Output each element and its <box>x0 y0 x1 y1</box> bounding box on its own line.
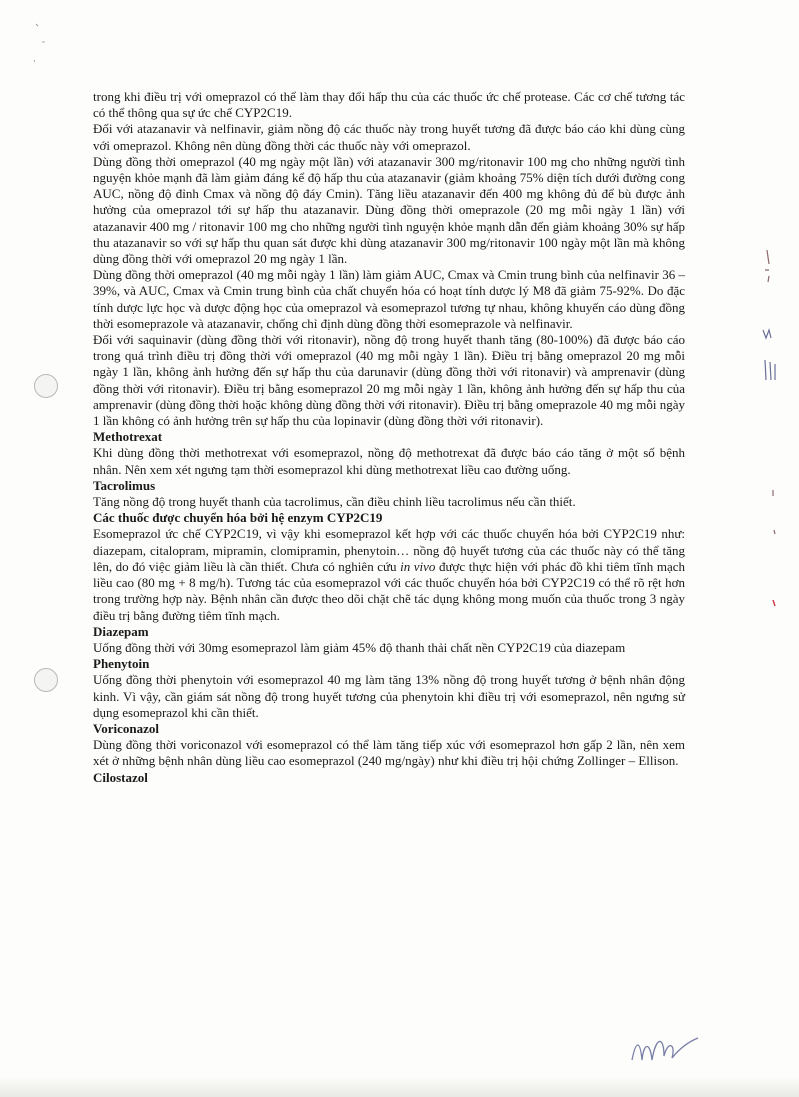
paragraph: Esomeprazol ức chế CYP2C19, vì vậy khi esomeprazol kết hợp với các thuốc chuyển hóa bởi CYP2C19 như: diazepam, citalopram, mipramin, clomipramin, phenytoin… nồng độ huyết tương của các thuốc này có thể tăng lên, do đó việc giảm liều là cần thiết. Chưa có nghiên cứu in vivo được thực hiện với phác đồ khi tiêm tĩnh mạch liều cao (80 mg + 8 mg/h). Tương tác của esomeprazol với các thuốc chuyển hóa bởi CYP2C19 có thể rõ rệt hơn trong trường hợp này. Bệnh nhân cần được theo dõi chặt chẽ tác dụng không mong muốn của thuốc trong 3 ngày điều trị bằng đường tiêm tĩnh mạch. <box>93 526 685 623</box>
punch-hole-lower <box>34 668 58 692</box>
section-heading: Diazepam <box>93 623 149 639</box>
punch-hole-upper <box>34 374 58 398</box>
paragraph: Đối với atazanavir và nelfinavir, giảm nồng độ các thuốc này trong huyết tương đã được báo cáo khi dùng cùng với omeprazol. Không nên dùng đồng thời các thuốc này với omeprazol. <box>93 121 685 153</box>
section-heading: Các thuốc được chuyển hóa bởi hệ enzym CYP2C19 <box>93 510 383 526</box>
section-heading: Methotrexat <box>93 429 163 445</box>
paragraph: trong khi điều trị với omeprazol có thể làm thay đổi hấp thu của các thuốc ức chế protease. Các cơ chế tương tác có thể thông qua sự ức chế CYP2C19. <box>93 89 685 121</box>
paragraph: Khi dùng đồng thời methotrexat với esomeprazol, nồng độ methotrexat đã được báo cáo tăng ở một số bệnh nhân. Nên xem xét ngưng tạm thời esomeprazol khi dùng methotrexat liều cao đường uống. <box>93 445 685 477</box>
section-heading: Voriconazol <box>93 720 159 736</box>
paragraph: Uống đồng thời với 30mg esomeprazol làm giảm 45% độ thanh thải chất nền CYP2C19 của diazepam <box>93 639 626 655</box>
paragraph: Dùng đồng thời omeprazol (40 mg mỗi ngày 1 lần) làm giảm AUC, Cmax và Cmin trung bình của nelfinavir 36 – 39%, và AUC, Cmax và Cmin trung bình của chất chuyển hóa có hoạt tính dược lý M8 đã giảm 75-92%. Do đặc tính dược lực học và dược động học của omeprazol và esomeprazol tương tự nhau, không khuyến cáo dùng đồng thời esomeprazole và atazanavir, chống chỉ định dùng đồng thời esomeprazole và nelfinavir. <box>93 267 685 331</box>
section-heading: Phenytoin <box>93 656 150 672</box>
scan-bottom-edge <box>0 1076 799 1097</box>
paragraph: Dùng đồng thời voriconazol với esomeprazol có thể làm tăng tiếp xúc với esomeprazol hơn gấp 2 lần, nên xem xét ở những bệnh nhân dùng liều cao esomeprazol (240 mg/ngày) như khi điều trị hội chứng Zollinger – Ellison. <box>93 737 685 769</box>
section-heading: Tacrolimus <box>93 477 156 493</box>
paragraph: Đối với saquinavir (dùng đồng thời với ritonavir), nồng độ trong huyết thanh tăng (80-100%) đã được báo cáo trong quá trình điều trị đồng thời với omeprazol (40 mg mỗi ngày 1 lần). Điều trị bằng omeprazol 20 mg mỗi ngày 1 lần, không ảnh hưởng đến sự hấp thu của darunavir (dùng đồng thời với ritonavir) và amprenavir (dùng đồng thời với ritonavir). Điều trị bằng esomeprazol 20 mg mỗi ngày 1 lần, không ảnh hưởng đến sự hấp thu của amprenavir (dùng đồng thời hoặc không dùng đồng thời với ritonavir). Điều trị bằng omeprazole 40 mg mỗi ngày 1 lần không có ảnh hưởng trên sự hấp thu của lopinavir (dùng đồng thời với ritonavir). <box>93 332 685 429</box>
section-heading: Cilostazol <box>93 769 148 785</box>
scan-specks <box>28 20 58 75</box>
paragraph: Tăng nồng độ trong huyết thanh của tacrolimus, cần điều chỉnh liều tacrolimus nếu cần thiết. <box>93 494 576 510</box>
margin-scribbles <box>755 240 785 640</box>
handwritten-initials <box>628 1030 708 1075</box>
paragraph: Uống đồng thời phenytoin với esomeprazol 40 mg làm tăng 13% nồng độ trong huyết tương ở bệnh nhân động kinh. Vì vậy, cần giám sát nồng độ trong huyết tương của phenytoin khi điều trị với esomeprazol, nên ngưng sử dụng esomeprazol khi cần thiết. <box>93 672 685 720</box>
document-body <box>93 89 685 786</box>
paragraph: Dùng đồng thời omeprazol (40 mg ngày một lần) với atazanavir 300 mg/ritonavir 100 mg cho những người tình nguyện khỏe mạnh đã làm giảm đáng kể độ hấp thu của atazanavir (giảm khoảng 75% diện tích dưới đường cong AUC, nồng độ đỉnh Cmax và nồng độ đáy Cmin). Tăng liều atazanavir đến 400 mg không đủ để bù được ảnh hưởng của omeprazol tới sự hấp thu atazanavir. Dùng đồng thời omeprazole (20 mg mỗi ngày 1 lần) với atazanavir 400 mg / ritonavir 100 mg cho những người tình nguyện khỏe mạnh dẫn đến giảm khoảng 30% sự hấp thu atazanavir so với sự hấp thu quan sát được khi dùng atazanavir 300 mg/ritonavir 100 ngày một lần mà không dùng đồng thời với omeprazol 20 mg ngày 1 lần. <box>93 153 685 267</box>
